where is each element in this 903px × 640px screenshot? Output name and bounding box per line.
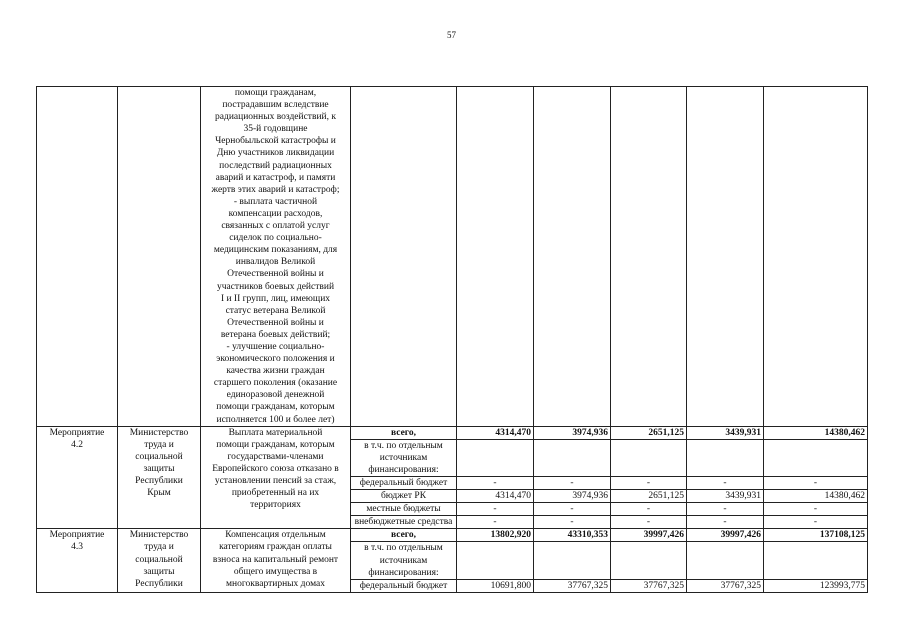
value-cell: 2651,125 [611, 490, 687, 503]
value-cell: - [687, 477, 764, 490]
value-cell: 4314,470 [457, 490, 534, 503]
value-cell: - [534, 516, 611, 529]
value-cell: 4314,470 [457, 426, 534, 439]
value-cell: - [534, 503, 611, 516]
value-cell [611, 542, 687, 579]
table-row [37, 426, 868, 439]
source-cell: всего, [351, 529, 457, 542]
value-cell: 39997,426 [611, 529, 687, 542]
value-cell [764, 87, 868, 427]
value-cell [534, 87, 611, 427]
source-cell [351, 87, 457, 427]
value-cell: 37767,325 [611, 579, 687, 592]
source-cell: федеральный бюджет [351, 579, 457, 592]
value-cell [687, 87, 764, 427]
value-cell: - [611, 477, 687, 490]
value-cell: - [687, 516, 764, 529]
description-cell: помощи гражданам, пострадавшим вследствие радиационных воздействий, к 35-й годовщине Чернобыльской катастрофы и Дню участников ликвидации последствий радиационных аварий и катастроф, и памяти жертв этих аварий и катастроф; - выплата частичной компенсации расходов, связанных с оплатой услуг сиделок по социально- медицинским показаниям, для инвалидов Великой Отечественной войны и участников боевых действий I и II групп, лиц, имеющих статус ветерана Великой Отечественной войны и ветерана боевых действий; - улучшение социально- экономического положения и качества жизни граждан старшего поколения (оказание единоразовой денежной помощи гражданам, которым исполняется 100 и более лет) [201, 87, 351, 427]
description-cell: Компенсация отдельным категориям граждан оплаты взноса на капитальный ремонт общего имущества в многоквартирных домах [201, 529, 351, 592]
event-cell: Мероприятие 4.2 [37, 426, 118, 529]
executor-cell: Министерство труда и социальной защиты Республики Крым [118, 426, 201, 529]
value-cell: - [457, 516, 534, 529]
source-cell: всего, [351, 426, 457, 439]
value-cell: 3439,931 [687, 426, 764, 439]
value-cell: 10691,800 [457, 579, 534, 592]
value-cell: - [764, 503, 868, 516]
value-cell [534, 542, 611, 579]
value-cell: 37767,325 [534, 579, 611, 592]
value-cell: 39997,426 [687, 529, 764, 542]
value-cell: 14380,462 [764, 426, 868, 439]
value-cell: 14380,462 [764, 490, 868, 503]
executor-cell: Министерство труда и социальной защиты Республики [118, 529, 201, 592]
value-cell: - [764, 516, 868, 529]
value-cell [611, 87, 687, 427]
description-cell: Выплата материальной помощи гражданам, которым государствами-членами Европейского союза отказано в установлении пенсий за стаж, приобретенный на их территориях [201, 426, 351, 529]
value-cell: 13802,920 [457, 529, 534, 542]
event-cell: Мероприятие 4.3 [37, 529, 118, 592]
budget-table [36, 86, 868, 593]
value-cell [611, 439, 687, 476]
table-row [37, 529, 868, 542]
value-cell: 137108,125 [764, 529, 868, 542]
value-cell [457, 87, 534, 427]
value-cell: - [687, 503, 764, 516]
value-cell [457, 439, 534, 476]
source-cell: местные бюджеты [351, 503, 457, 516]
value-cell: 3439,931 [687, 490, 764, 503]
source-cell: бюджет РК [351, 490, 457, 503]
value-cell [534, 439, 611, 476]
value-cell [687, 542, 764, 579]
value-cell [764, 439, 868, 476]
page-number: 57 [447, 30, 456, 40]
value-cell: 43310,353 [534, 529, 611, 542]
value-cell [764, 542, 868, 579]
value-cell: 3974,936 [534, 490, 611, 503]
value-cell: - [611, 516, 687, 529]
source-cell: в т.ч. по отдельным источникам финансирования: [351, 542, 457, 579]
source-cell: в т.ч. по отдельным источникам финансирования: [351, 439, 457, 476]
value-cell: - [457, 503, 534, 516]
value-cell: - [764, 477, 868, 490]
event-cell [37, 87, 118, 427]
value-cell: 37767,325 [687, 579, 764, 592]
value-cell [687, 439, 764, 476]
value-cell: - [457, 477, 534, 490]
source-cell: федеральный бюджет [351, 477, 457, 490]
value-cell [457, 542, 534, 579]
value-cell: 3974,936 [534, 426, 611, 439]
executor-cell [118, 87, 201, 427]
source-cell: внебюджетные средства [351, 516, 457, 529]
continuation-row [37, 87, 868, 427]
value-cell: 123993,775 [764, 579, 868, 592]
value-cell: - [611, 503, 687, 516]
value-cell: 2651,125 [611, 426, 687, 439]
value-cell: - [534, 477, 611, 490]
